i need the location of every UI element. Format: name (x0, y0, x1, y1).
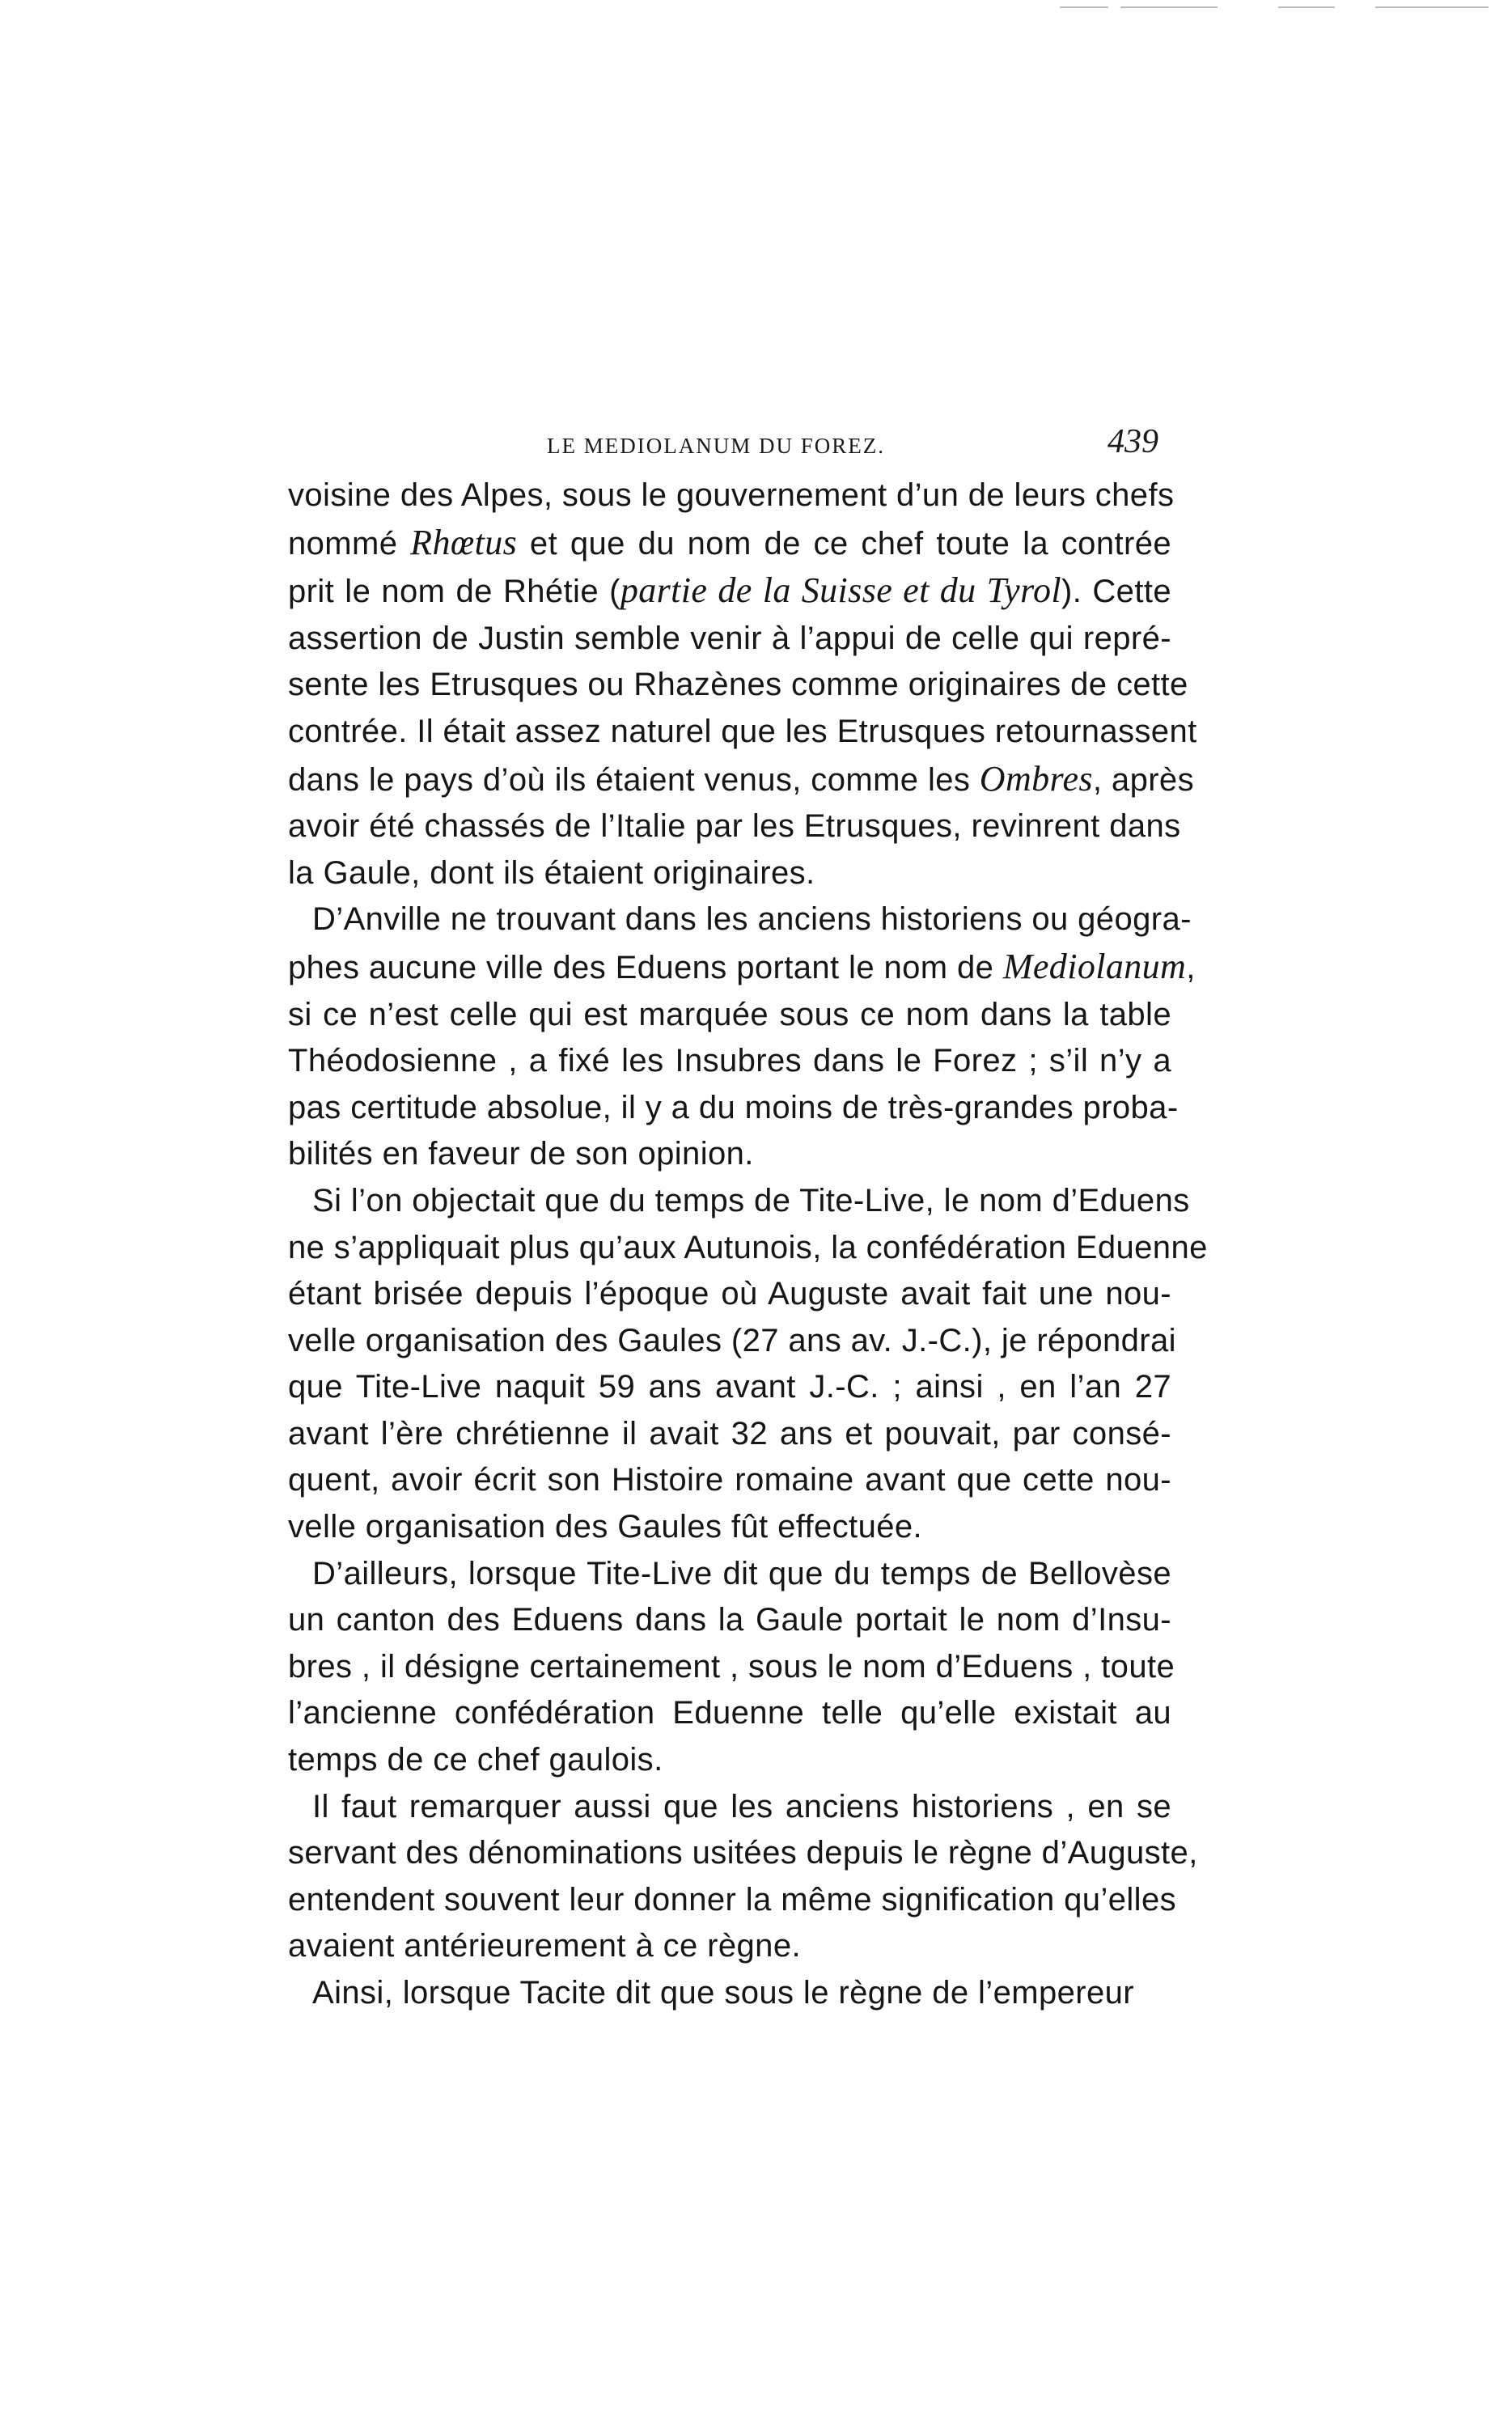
text-run: Si l’on objectait que du temps de Tite-Live, le nom d’Eduens (312, 1182, 1190, 1218)
text-run: prit le nom de Rhétie ( (288, 574, 620, 610)
paragraph (288, 896, 1196, 1178)
italic-text: Rhœtus (410, 522, 518, 562)
text-run: contrée. Il était assez naturel que les Etrusques retournassent (288, 713, 1197, 749)
text-run: avoir été chassés de l’Italie par les Etrusques, revinrent dans (288, 808, 1181, 845)
text-run: ne s’appliquait plus qu’aux Autunois, la confédération Eduenne (288, 1229, 1208, 1265)
text-line (288, 1737, 1171, 1784)
text-run: D’Anville ne trouvant dans les anciens historiens ou géogra- (312, 901, 1192, 938)
scan-edge-mark (1120, 6, 1218, 8)
text-line (288, 1318, 1176, 1365)
text-run: nommé (288, 525, 411, 562)
text-line (288, 567, 1171, 616)
paragraph (288, 1551, 1175, 1784)
text-line (288, 1178, 1190, 1225)
running-title: LE MEDIOLANUM DU FOREZ. (547, 434, 885, 458)
text-run: entendent souvent leur donner la même signification qu’elles (288, 1881, 1177, 1918)
text-run: dans le pays d’où ils étaient venus, comme les (288, 761, 980, 798)
text-line (288, 1131, 1171, 1178)
text-run: temps de ce chef gaulois. (288, 1742, 663, 1778)
text-run: et que du nom de ce chef toute la contrée (517, 525, 1171, 562)
text-run: étant brisée depuis l’époque où Auguste avait fait une nou- (288, 1276, 1171, 1312)
text-line (288, 1784, 1171, 1831)
text-run: la Gaule, dont ils étaient originaires. (288, 854, 815, 891)
text-run: phes aucune ville des Eduens portant le nom de (288, 949, 1003, 985)
text-run: bilités en faveur de son opinion. (288, 1136, 754, 1172)
page-number: 439 (1108, 423, 1158, 460)
text-run: pas certitude absolue, il y a du moins de très-grandes proba- (288, 1089, 1179, 1125)
text-line (288, 992, 1171, 1039)
text-run: bres , il désigne certainement , sous le nom d’Eduens , toute (288, 1648, 1175, 1685)
text-line (288, 1970, 1171, 2017)
text-line (288, 1038, 1171, 1085)
text-line (288, 1551, 1171, 1598)
text-line (288, 1364, 1171, 1411)
text-line (288, 1504, 1171, 1551)
italic-text: partie de la Suisse et du Tyrol (620, 570, 1062, 611)
scan-edge-mark (1375, 6, 1489, 8)
text-run: Ainsi, lorsque Tacite dit que sous le règne de l’empereur (312, 1975, 1134, 2011)
text-run: assertion de Justin semble venir à l’appui de celle qui repré- (288, 620, 1171, 656)
text-run: que Tite-Live naquit 59 ans avant J.-C. ; ainsi , en l’an 27 (288, 1369, 1171, 1405)
text-line (288, 1690, 1171, 1737)
text-run: D’ailleurs, lorsque Tite-Live dit que du temps de Bellovèse (312, 1555, 1171, 1591)
text-line (288, 1271, 1171, 1318)
text-run: si ce n’est celle qui est marquée sous ce nom dans la table (288, 996, 1171, 1032)
text-run: quent, avoir écrit son Histoire romaine avant que cette nou- (288, 1462, 1171, 1498)
scan-edge-mark (1278, 6, 1335, 8)
text-run: un canton des Eduens dans la Gaule portait le nom d’Insu- (288, 1602, 1171, 1638)
text-line (288, 1411, 1171, 1458)
text-line (288, 803, 1181, 850)
text-line (288, 896, 1192, 943)
paragraph (288, 1178, 1208, 1551)
text-line (288, 1877, 1177, 1924)
scan-edge-mark (1060, 6, 1108, 8)
text-run: velle organisation des Gaules (27 ans av. J.-C.), je répondrai (288, 1322, 1176, 1358)
text-run: l’ancienne confédération Eduenne telle qu’elle existait au (288, 1695, 1171, 1731)
italic-text: Mediolanum (1002, 946, 1187, 986)
text-run: avant l’ère chrétienne il avait 32 ans et pouvait, par consé- (288, 1415, 1171, 1451)
text-line (288, 519, 1171, 568)
text-line (288, 943, 1196, 992)
running-header (288, 422, 1171, 468)
text-line (288, 662, 1188, 709)
paragraph (288, 1784, 1198, 1970)
text-run: servant des dénominations usitées depuis le règne d’Auguste, (288, 1835, 1198, 1871)
text-line (288, 1644, 1175, 1691)
text-line (288, 1923, 1171, 1970)
paragraph (288, 473, 1197, 896)
text-run: , (1186, 949, 1196, 985)
body-text (288, 473, 1208, 2017)
text-line (288, 1225, 1208, 1272)
text-line (288, 756, 1194, 804)
italic-text: Ombres (979, 758, 1093, 799)
text-run: avaient antérieurement à ce règne. (288, 1928, 801, 1964)
text-run: ). Cette (1061, 574, 1171, 610)
text-run: velle organisation des Gaules fût effectuée. (288, 1509, 923, 1545)
text-line (288, 1830, 1198, 1877)
text-run: Théodosienne , a fixé les Insubres dans le Forez ; s’il n’y a (288, 1043, 1171, 1079)
book-page (288, 422, 1208, 2017)
text-line (288, 1597, 1171, 1644)
paragraph (288, 1970, 1171, 2017)
text-line (288, 1457, 1171, 1504)
text-run: voisine des Alpes, sous le gouvernement d’un de leurs chefs (288, 477, 1175, 513)
text-run: sente les Etrusques ou Rhazènes comme originaires de cette (288, 667, 1188, 703)
text-line (288, 709, 1197, 756)
text-line (288, 1085, 1179, 1132)
text-run: , après (1092, 761, 1194, 798)
text-line (288, 473, 1175, 519)
text-line (288, 850, 1171, 897)
text-run: Il faut remarquer aussi que les anciens historiens , en se (312, 1788, 1171, 1824)
text-line (288, 616, 1171, 663)
